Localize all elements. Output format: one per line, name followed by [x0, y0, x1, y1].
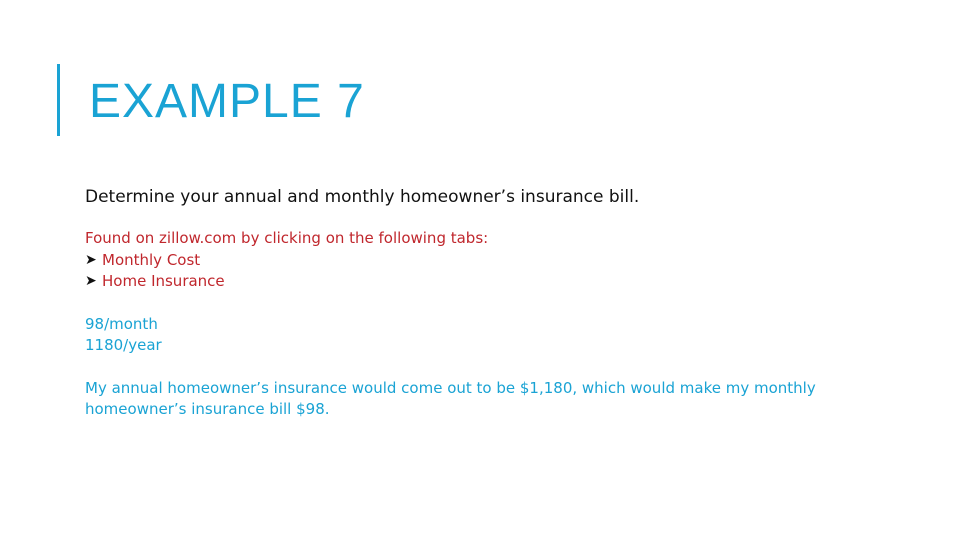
source-block — [85, 228, 885, 293]
conclusion-text: My annual homeowner’s insurance would come out to be $1,180, which would make my monthly homeowner’s insurance bill $98. — [85, 378, 816, 418]
prompt-text: Determine your annual and monthly homeowner’s insurance bill. — [85, 187, 640, 207]
title-accent-bar — [57, 64, 60, 136]
tab-label: Home Insurance — [102, 272, 225, 290]
amounts-block — [85, 314, 885, 357]
monthly-amount: 98/month — [85, 314, 158, 333]
tab-item-monthly-cost — [85, 250, 885, 272]
arrow-bullet-icon: ➤ — [85, 273, 97, 289]
arrow-bullet-icon: ➤ — [85, 251, 97, 268]
tab-label: Monthly Cost — [102, 250, 201, 269]
tab-item-home-insurance — [85, 271, 885, 293]
slide-title: EXAMPLE 7 — [89, 75, 365, 128]
source-intro: Found on zillow.com by clicking on the following tabs: — [85, 229, 489, 247]
slide-content — [85, 182, 885, 421]
yearly-amount: 1180/year — [85, 336, 162, 354]
